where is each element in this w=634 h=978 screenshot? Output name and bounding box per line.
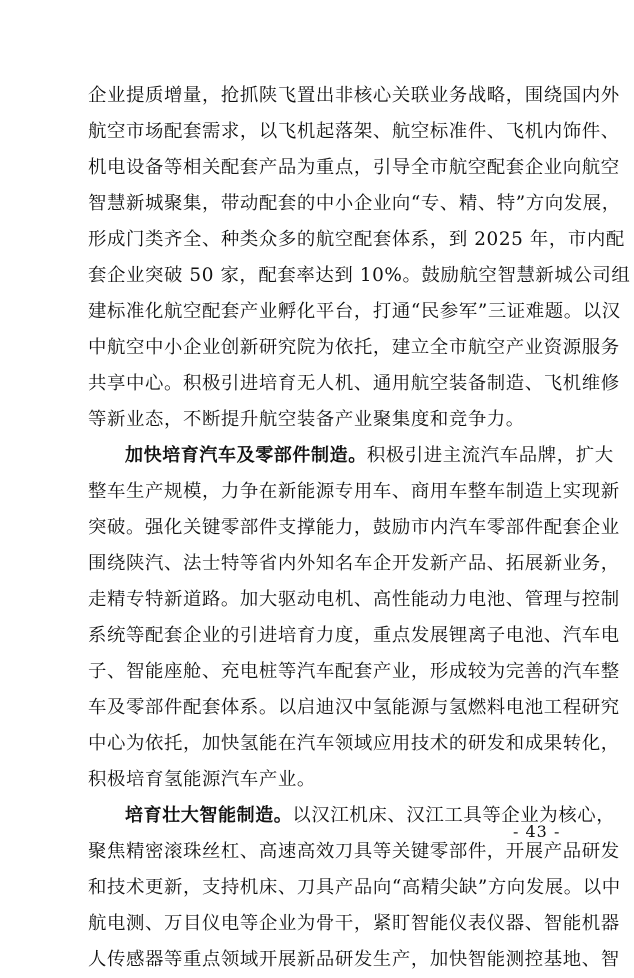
paragraph-first-line bbox=[88, 798, 616, 834]
text-line: 中航空中小企业创新研究院为依托，建立全市航空产业资源服务 bbox=[88, 337, 620, 358]
text-line: 形成门类齐全、种类众多的航空配套体系，到 2025 年，市内配 bbox=[88, 229, 625, 250]
text-line: 建标准化航空配套产业孵化平台，打通“民参军”三证难题。以汉 bbox=[88, 301, 621, 322]
text-line: 中心为依托，加快氢能在汽车领域应用技术的研发和成果转化， bbox=[88, 733, 620, 754]
text-line: 人传感器等重点领域开展新品研发生产，加快智能测控基地、智 bbox=[88, 949, 620, 970]
text-line: 企业提质增量，抢抓陕飞置出非核心关联业务战略，围绕国内外 bbox=[88, 85, 620, 106]
text-line: 共享中心。积极引进培育无人机、通用航空装备制造、飞机维修 bbox=[88, 373, 620, 394]
text-line: 航电测、万目仪电等企业为骨干，紧盯智能仪表仪器、智能机器 bbox=[88, 913, 620, 934]
text-line: 走精专特新道路。加大驱动电机、高性能动力电池、管理与控制 bbox=[88, 589, 620, 610]
paragraph-heading: 加快培育汽车及零部件制造。 bbox=[125, 445, 367, 466]
text-line: 整车生产规模，力争在新能源专用车、商用车整车制造上实现新 bbox=[88, 481, 620, 502]
text-line: 智慧新城聚集，带动配套的中小企业向“专、精、特”方向发展， bbox=[88, 193, 621, 214]
text-line: 和技术更新，支持机床、刀具产品向“高精尖缺”方向发展。以中 bbox=[88, 877, 621, 898]
text-line: 车及零部件配套体系。以启迪汉中氢能源与氢燃料电池工程研究 bbox=[88, 697, 620, 718]
paragraph-heading: 培育壮大智能制造。 bbox=[125, 805, 293, 826]
text-line: 等新业态，不断提升航空装备产业聚集度和竞争力。 bbox=[88, 409, 525, 430]
text-line: 系统等配套企业的引进培育力度，重点发展锂离子电池、汽车电 bbox=[88, 625, 620, 646]
page-number: - 43 - bbox=[513, 822, 561, 841]
paragraph-first-line bbox=[88, 438, 614, 474]
text-run: 以汉江机床、汉江工具等企业为核心， bbox=[292, 805, 616, 826]
text-line: 积极培育氢能源汽车产业。 bbox=[88, 769, 316, 790]
body-text bbox=[88, 78, 631, 978]
text-line: 聚焦精密滚珠丝杠、高速高效刀具等关键零部件，开展产品研发 bbox=[88, 841, 620, 862]
text-line: 航空市场配套需求，以飞机起落架、航空标准件、飞机内饰件、 bbox=[88, 121, 620, 142]
text-line: 子、智能座舱、充电桩等汽车配套产业，形成较为完善的汽车整 bbox=[88, 661, 620, 682]
text-line: 套企业突破 50 家，配套率达到 10%。鼓励航空智慧新城公司组 bbox=[88, 265, 631, 286]
text-line: 机电设备等相关配套产品为重点，引导全市航空配套企业向航空 bbox=[88, 157, 620, 178]
text-line: 突破。强化关键零部件支撑能力，鼓励市内汽车零部件配套企业 bbox=[88, 517, 620, 538]
text-run: 积极引进主流汽车品牌，扩大 bbox=[366, 445, 614, 466]
text-line: 围绕陕汽、法士特等省内外知名车企开发新产品、拓展新业务， bbox=[88, 553, 620, 574]
